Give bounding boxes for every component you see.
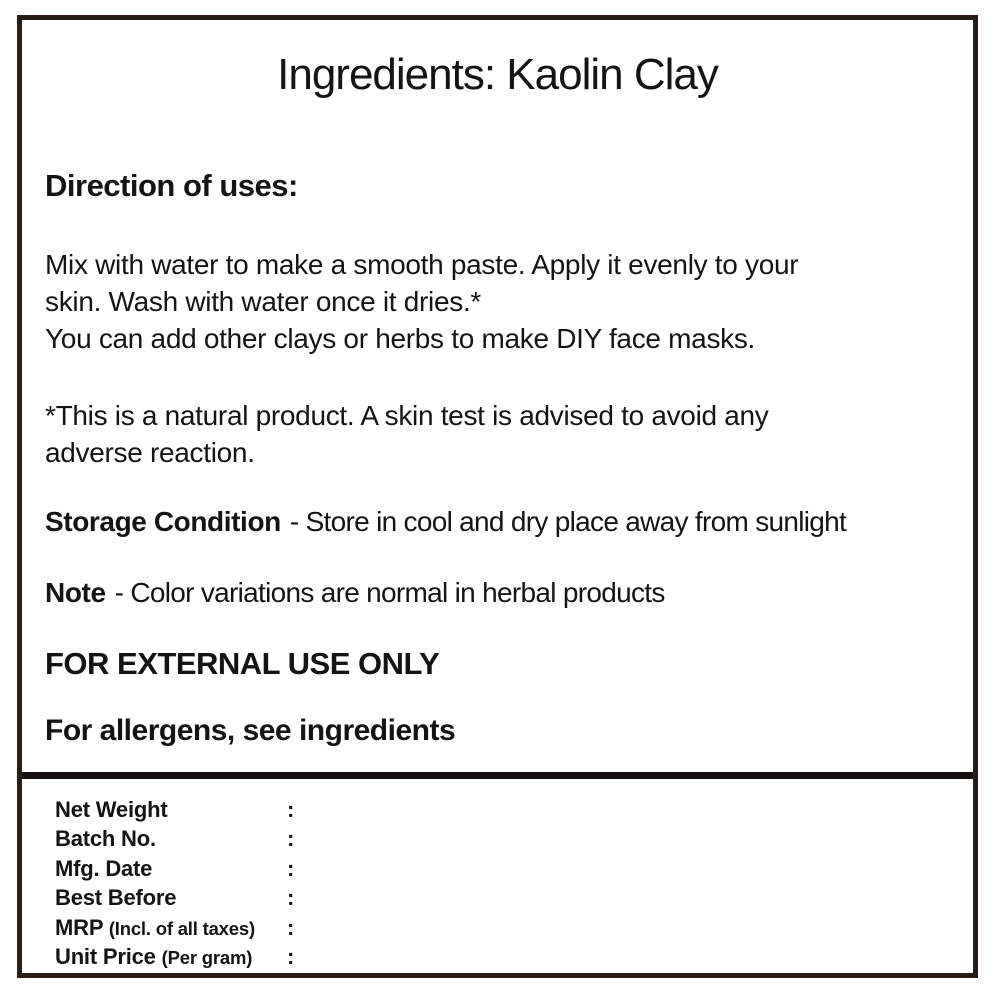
- mrp-label-text: MRP: [55, 914, 103, 940]
- colon-separator: :: [287, 855, 295, 881]
- table-row-mrp: [55, 913, 950, 943]
- note-line: [45, 577, 955, 609]
- directions-line-3: You can add other clays or herbs to make DIY face masks.: [45, 323, 756, 354]
- product-label-box: [17, 15, 978, 978]
- directions-line-2: skin. Wash with water once it dries.*: [45, 286, 482, 317]
- mrp-sub-label: (Incl. of all taxes): [108, 917, 255, 939]
- unit-price-sub-label: (Per gram): [161, 947, 253, 969]
- mfg-date-label: Mfg. Date: [55, 855, 153, 881]
- colon-separator: :: [287, 826, 295, 852]
- table-row-net-weight: [55, 795, 950, 825]
- disclaimer-line-2: adverse reaction.: [45, 437, 255, 468]
- colon-separator: :: [287, 796, 295, 822]
- best-before-label: Best Before: [55, 885, 177, 911]
- mrp-label: [55, 915, 287, 941]
- section-divider: [22, 772, 973, 779]
- disclaimer-line-1: *This is a natural product. A skin test is advised to avoid any: [45, 400, 769, 431]
- ingredients-title: Ingredients: Kaolin Clay: [277, 50, 718, 99]
- table-row-best-before: [55, 884, 950, 914]
- batch-no-label: Batch No.: [55, 826, 156, 852]
- colon-separator: :: [287, 885, 295, 911]
- directions-paragraph: [45, 246, 955, 357]
- directions-line-1: Mix with water to make a smooth paste. Apply it evenly to your: [45, 249, 799, 280]
- unit-price-label: [55, 944, 287, 970]
- external-use-warning: FOR EXTERNAL USE ONLY: [45, 646, 440, 681]
- net-weight-label: Net Weight: [55, 796, 168, 822]
- disclaimer-paragraph: [45, 397, 955, 471]
- table-row-unit-price: [55, 943, 950, 973]
- directions-heading: Direction of uses:: [45, 168, 298, 203]
- storage-condition-text: - Store in cool and dry place away from sunlight: [289, 506, 847, 537]
- storage-condition-label: Storage Condition: [45, 506, 281, 537]
- storage-condition-line: [45, 506, 955, 538]
- allergen-notice: For allergens, see ingredients: [45, 714, 456, 747]
- table-row-batch-no: [55, 825, 950, 855]
- product-info-table: [55, 795, 950, 972]
- colon-separator: :: [287, 944, 295, 970]
- note-label: Note: [45, 577, 106, 608]
- colon-separator: :: [287, 914, 295, 940]
- unit-price-label-text: Unit Price: [55, 944, 156, 970]
- table-row-mfg-date: [55, 854, 950, 884]
- note-text: - Color variations are normal in herbal products: [114, 577, 665, 608]
